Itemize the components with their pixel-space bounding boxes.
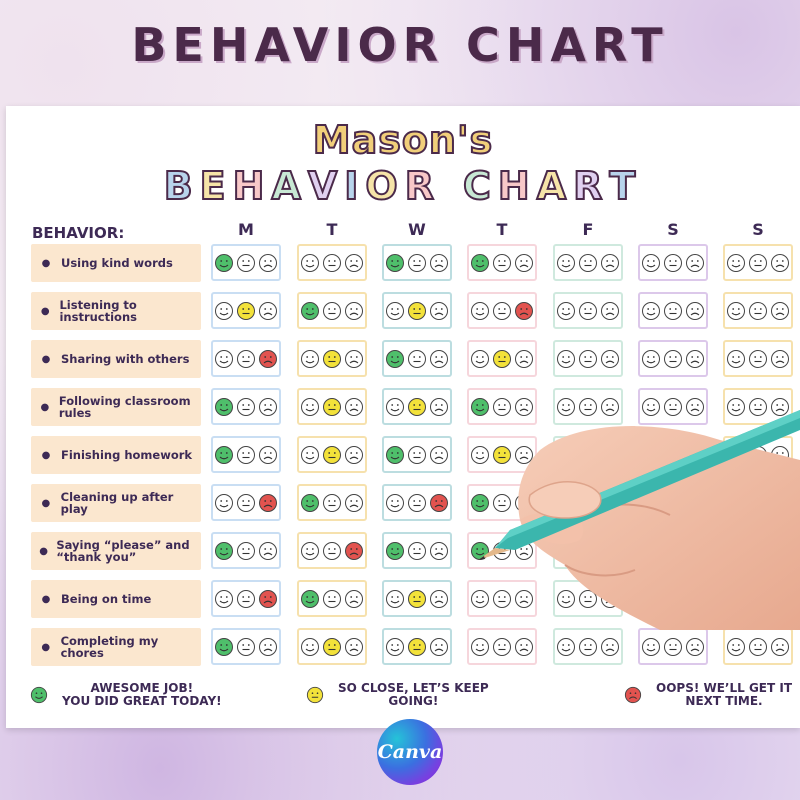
rating-cell[interactable] [211, 580, 281, 617]
subtitle-letter: H [497, 164, 537, 208]
sad-face-icon [258, 253, 278, 273]
neutral-face-icon [236, 637, 256, 657]
bullet-icon: ● [41, 497, 51, 509]
sad-face-icon [770, 253, 790, 273]
sad-face-icon [600, 349, 620, 369]
rating-cell[interactable] [382, 484, 452, 521]
neutral-face-icon [236, 493, 256, 513]
happy-face-icon [300, 349, 320, 369]
happy-face-icon [556, 301, 576, 321]
behavior-label: Finishing homework [61, 448, 193, 462]
bullet-icon: ● [41, 449, 51, 461]
rating-cell[interactable] [638, 628, 708, 665]
legend-line-1: OOPS! WE’LL GET IT [656, 681, 793, 695]
legend-line-2: NEXT TIME. [685, 694, 763, 708]
happy-face-icon [300, 493, 320, 513]
happy-face-icon [300, 541, 320, 561]
canva-logo: Canva [377, 719, 443, 785]
neutral-face-icon [663, 301, 683, 321]
sad-face-icon [344, 541, 364, 561]
behavior-row-label [31, 244, 201, 282]
happy-face-icon [385, 301, 405, 321]
rating-cell[interactable] [723, 292, 793, 329]
happy-face-icon [556, 253, 576, 273]
sad-face-icon [429, 253, 449, 273]
rating-cell[interactable] [297, 532, 367, 569]
bullet-icon: ● [40, 401, 50, 413]
subtitle-letter: I [344, 164, 366, 208]
rating-cell[interactable] [211, 388, 281, 425]
neutral-face-icon [748, 637, 768, 657]
day-header: W [408, 220, 426, 239]
happy-face-icon [726, 349, 746, 369]
rating-cell[interactable] [297, 340, 367, 377]
neutral-face-icon [322, 301, 342, 321]
day-header: T [496, 220, 508, 239]
happy-face-icon [470, 637, 490, 657]
behavior-row-label [31, 628, 201, 666]
happy-face-icon [214, 589, 234, 609]
happy-face-icon [385, 541, 405, 561]
subtitle-letter: O [365, 164, 405, 208]
behavior-row-label [31, 436, 201, 474]
legend-line-1: SO CLOSE, LET’S KEEP [338, 681, 489, 695]
behavior-label: Sharing with others [61, 352, 190, 366]
happy-face-icon [470, 301, 490, 321]
neutral-face-icon [578, 301, 598, 321]
happy-face-icon [300, 253, 320, 273]
sad-face-icon [685, 637, 705, 657]
sad-face-icon [258, 397, 278, 417]
rating-cell[interactable] [467, 628, 537, 665]
day-header: S [752, 220, 764, 239]
rating-cell[interactable] [211, 340, 281, 377]
neutral-face-icon [236, 445, 256, 465]
sad-face-icon [514, 253, 534, 273]
happy-face-icon [385, 493, 405, 513]
sad-face-icon [514, 301, 534, 321]
sad-face-icon [685, 349, 705, 369]
behavior-column-header: BEHAVIOR: [32, 224, 125, 242]
behavior-label: Following classroom rules [58, 394, 191, 420]
neutral-face-icon [492, 637, 512, 657]
neutral-face-icon [578, 349, 598, 369]
sad-face-icon [344, 397, 364, 417]
happy-face-icon [385, 445, 405, 465]
neutral-face-icon [322, 493, 342, 513]
rating-cell[interactable] [723, 628, 793, 665]
rating-cell[interactable] [211, 628, 281, 665]
neutral-face-icon [322, 349, 342, 369]
bullet-icon: ● [41, 257, 51, 269]
neutral-face-icon [322, 445, 342, 465]
rating-cell[interactable] [382, 388, 452, 425]
child-name: Mason's [312, 118, 494, 162]
behavior-label: Saying “please” and “thank you” [56, 538, 190, 564]
rating-cell[interactable] [553, 292, 623, 329]
rating-cell[interactable] [382, 580, 452, 617]
neutral-face-icon [322, 253, 342, 273]
rating-cell[interactable] [723, 340, 793, 377]
neutral-face-icon [322, 541, 342, 561]
rating-cell[interactable] [297, 388, 367, 425]
sad-face-icon [429, 349, 449, 369]
subtitle-letter: V [307, 164, 345, 208]
happy-face-icon [385, 397, 405, 417]
neutral-face-icon [663, 637, 683, 657]
rating-cell[interactable] [467, 292, 537, 329]
happy-face-icon [300, 445, 320, 465]
behavior-label: Using kind words [61, 256, 173, 270]
sad-face-icon [514, 637, 534, 657]
neutral-face-icon [492, 301, 512, 321]
happy-face-icon [641, 301, 661, 321]
rating-cell[interactable] [553, 244, 623, 281]
rating-cell[interactable] [211, 436, 281, 473]
day-header: S [667, 220, 679, 239]
behavior-row-label [31, 580, 201, 618]
sad-face-icon [770, 301, 790, 321]
happy-face-icon [385, 589, 405, 609]
behavior-row-label [31, 388, 201, 426]
happy-face-icon [214, 541, 234, 561]
bullet-icon: ● [41, 353, 51, 365]
happy-face-icon [641, 637, 661, 657]
happy-face-icon [385, 253, 405, 273]
behavior-row-label [31, 532, 201, 570]
sad-face-icon [600, 253, 620, 273]
bullet-icon: ● [41, 641, 51, 653]
rating-cell[interactable] [553, 340, 623, 377]
subtitle-letter: A [536, 164, 574, 208]
rating-cell[interactable] [297, 292, 367, 329]
rating-cell[interactable] [211, 244, 281, 281]
happy-face-icon [556, 637, 576, 657]
happy-face-icon [726, 301, 746, 321]
neutral-face-icon [306, 686, 324, 704]
happy-face-icon [214, 349, 234, 369]
legend-item [624, 682, 792, 708]
rating-cell[interactable] [382, 292, 452, 329]
happy-face-icon [641, 253, 661, 273]
neutral-face-icon [322, 397, 342, 417]
behavior-row-label [31, 340, 201, 378]
day-header: T [326, 220, 338, 239]
sad-face-icon [770, 349, 790, 369]
behavior-row-label [31, 292, 201, 330]
rating-cell[interactable] [297, 244, 367, 281]
subtitle-letter: H [232, 164, 272, 208]
happy-face-icon [214, 637, 234, 657]
happy-face-icon [214, 253, 234, 273]
sad-face-icon [258, 445, 278, 465]
rating-cell[interactable] [723, 244, 793, 281]
happy-face-icon [470, 253, 490, 273]
rating-cell[interactable] [382, 244, 452, 281]
subtitle-letter: C [463, 164, 498, 208]
happy-face-icon [470, 349, 490, 369]
rating-cell[interactable] [297, 580, 367, 617]
sad-face-icon [429, 637, 449, 657]
sad-face-icon [258, 589, 278, 609]
day-header: F [582, 220, 594, 239]
neutral-face-icon [322, 637, 342, 657]
neutral-face-icon [492, 349, 512, 369]
bullet-icon: ● [39, 545, 49, 557]
sad-face-icon [344, 253, 364, 273]
sad-face-icon [344, 493, 364, 513]
day-header: M [238, 220, 254, 239]
neutral-face-icon [236, 541, 256, 561]
sad-face-icon [624, 686, 642, 704]
happy-face-icon [214, 445, 234, 465]
sad-face-icon [770, 637, 790, 657]
subtitle-letter: T [609, 164, 643, 208]
neutral-face-icon [407, 349, 427, 369]
neutral-face-icon [322, 589, 342, 609]
happy-face-icon [641, 349, 661, 369]
rating-cell[interactable] [211, 292, 281, 329]
rating-cell[interactable] [382, 628, 452, 665]
rating-cell[interactable] [638, 292, 708, 329]
rating-cell[interactable] [382, 436, 452, 473]
happy-face-icon [214, 397, 234, 417]
behavior-label: Listening to instructions [59, 298, 137, 324]
sad-face-icon [429, 445, 449, 465]
bullet-icon: ● [41, 593, 51, 605]
behavior-label: Completing my chores [60, 634, 159, 660]
rating-cell[interactable] [467, 340, 537, 377]
neutral-face-icon [578, 637, 598, 657]
rating-cell[interactable] [553, 628, 623, 665]
happy-face-icon [300, 301, 320, 321]
happy-face-icon [214, 301, 234, 321]
sad-face-icon [258, 349, 278, 369]
neutral-face-icon [236, 253, 256, 273]
neutral-face-icon [407, 397, 427, 417]
sad-face-icon [685, 253, 705, 273]
rating-cell[interactable] [638, 244, 708, 281]
subtitle-letter: R [573, 164, 610, 208]
legend-item [306, 682, 489, 708]
happy-face-icon [385, 637, 405, 657]
sad-face-icon [600, 301, 620, 321]
rating-cell[interactable] [211, 484, 281, 521]
sad-face-icon [344, 589, 364, 609]
subtitle-letter: E [199, 164, 233, 208]
sad-face-icon [429, 541, 449, 561]
neutral-face-icon [407, 589, 427, 609]
neutral-face-icon [407, 541, 427, 561]
sad-face-icon [600, 637, 620, 657]
sad-face-icon [258, 301, 278, 321]
neutral-face-icon [236, 397, 256, 417]
neutral-face-icon [578, 253, 598, 273]
subtitle-letter: R [404, 164, 441, 208]
chart-subtitle [6, 164, 800, 208]
neutral-face-icon [407, 301, 427, 321]
sad-face-icon [344, 301, 364, 321]
rating-cell[interactable] [638, 340, 708, 377]
subtitle-letter: B [163, 164, 200, 208]
sad-face-icon [429, 301, 449, 321]
legend-text [62, 682, 222, 708]
rating-cell[interactable] [382, 340, 452, 377]
happy-face-icon [385, 349, 405, 369]
rating-cell[interactable] [297, 484, 367, 521]
sad-face-icon [344, 637, 364, 657]
legend-text [338, 682, 489, 708]
hand-with-pencil-image [470, 400, 800, 630]
sad-face-icon [429, 493, 449, 513]
neutral-face-icon [663, 253, 683, 273]
sad-face-icon [344, 349, 364, 369]
neutral-face-icon [407, 493, 427, 513]
sad-face-icon [258, 493, 278, 513]
happy-face-icon [300, 637, 320, 657]
legend-line-2: YOU DID GREAT TODAY! [62, 694, 222, 708]
sad-face-icon [258, 637, 278, 657]
legend-text [656, 682, 792, 708]
happy-face-icon [556, 349, 576, 369]
rating-cell[interactable] [467, 244, 537, 281]
sad-face-icon [429, 397, 449, 417]
happy-face-icon [214, 493, 234, 513]
sad-face-icon [429, 589, 449, 609]
rating-cell[interactable] [297, 436, 367, 473]
behavior-row-label [31, 484, 201, 522]
behavior-label: Being on time [61, 592, 152, 606]
neutral-face-icon [492, 253, 512, 273]
legend-item [30, 682, 222, 708]
rating-cell[interactable] [297, 628, 367, 665]
sad-face-icon [685, 301, 705, 321]
sad-face-icon [514, 349, 534, 369]
rating-cell[interactable] [211, 532, 281, 569]
bullet-icon: ● [40, 305, 50, 317]
behavior-label: Cleaning up after play [60, 490, 174, 516]
neutral-face-icon [407, 637, 427, 657]
neutral-face-icon [748, 253, 768, 273]
sad-face-icon [258, 541, 278, 561]
happy-face-icon [30, 686, 48, 704]
neutral-face-icon [236, 301, 256, 321]
neutral-face-icon [748, 349, 768, 369]
banner-title: BEHAVIOR CHART [131, 18, 669, 72]
rating-cell[interactable] [382, 532, 452, 569]
happy-face-icon [300, 589, 320, 609]
neutral-face-icon [407, 253, 427, 273]
neutral-face-icon [236, 349, 256, 369]
neutral-face-icon [663, 349, 683, 369]
subtitle-letter: A [271, 164, 308, 208]
happy-face-icon [300, 397, 320, 417]
happy-face-icon [726, 253, 746, 273]
neutral-face-icon [407, 445, 427, 465]
happy-face-icon [726, 637, 746, 657]
neutral-face-icon [748, 301, 768, 321]
sad-face-icon [344, 445, 364, 465]
legend-line-2: GOING! [388, 694, 439, 708]
neutral-face-icon [236, 589, 256, 609]
legend-line-1: AWESOME JOB! [90, 681, 194, 695]
